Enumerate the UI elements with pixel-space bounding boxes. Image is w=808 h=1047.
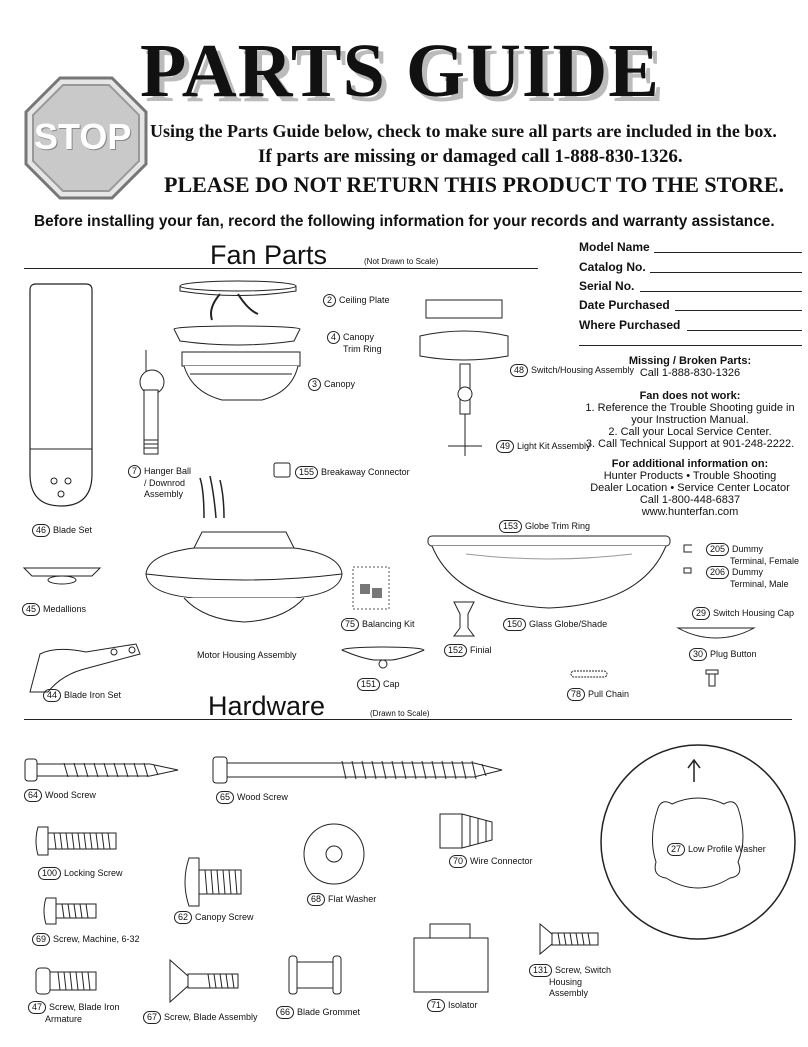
blade-iron-screw-illustration	[34, 966, 98, 996]
pull-chain-illustration	[570, 670, 610, 680]
hardware-71: 71 Isolator	[427, 999, 478, 1012]
add-title: For additional information on:	[611, 458, 769, 470]
canopy-screw-illustration	[181, 856, 243, 908]
part-48: 48 Switch/Housing Assembly	[510, 364, 634, 377]
hardware-27: 27 Low Profile Washer	[667, 843, 766, 856]
switch-housing-screw-illustration	[538, 922, 600, 956]
add-2: Dealer Location • Service Center Locator	[590, 482, 790, 494]
fan-parts-heading: Fan Parts	[210, 240, 328, 270]
finial-illustration	[452, 600, 476, 640]
isolator-illustration	[412, 922, 490, 994]
record-extra-line	[579, 345, 802, 346]
date-purchased-field[interactable]	[675, 310, 802, 311]
plug-button-illustration	[705, 668, 719, 688]
part-155: 155 Breakaway Connector	[295, 466, 410, 479]
model-name-label: Model Name	[579, 240, 650, 254]
add-3: Call 1-800-448-6837	[639, 494, 741, 506]
motor-housing-illustration	[144, 470, 344, 630]
blade-grommet-illustration	[287, 952, 343, 998]
part-49: 49 Light Kit Assembly	[496, 440, 591, 453]
serial-no-label: Serial No.	[579, 279, 635, 293]
dummy-terminal-female-icon	[682, 544, 694, 554]
support-info	[580, 355, 800, 518]
notwork-1b: your Instruction Manual.	[631, 414, 749, 426]
ceiling-plate-illustration	[178, 280, 298, 330]
instruction-line-1: Using the Parts Guide below, check to make sure all parts are included in the box.	[150, 121, 777, 141]
switch-housing-cap-illustration	[676, 624, 756, 640]
where-purchased-label: Where Purchased	[579, 318, 681, 332]
part-153: 153 Globe Trim Ring	[499, 520, 590, 533]
hardware-64: 64 Wood Screw	[24, 789, 96, 802]
fan-parts-note: (Not Drawn to Scale)	[364, 257, 439, 266]
add-4: www.hunterfan.com	[641, 506, 739, 518]
record-instruction: Before installing your fan, record the following information for your records and warranty assistance.	[34, 213, 775, 230]
hardware-69: 69 Screw, Machine, 6-32	[32, 933, 140, 946]
notwork-3: 3. Call Technical Support at 901-248-2222.	[585, 438, 795, 450]
part-75: 75 Balancing Kit	[341, 618, 415, 631]
wood-screw-65-illustration	[212, 755, 504, 785]
hardware-62: 62 Canopy Screw	[174, 911, 254, 924]
fan-parts-divider	[24, 268, 538, 269]
downrod-illustration	[130, 350, 180, 460]
locking-screw-illustration	[34, 825, 118, 857]
add-1: Hunter Products • Trouble Shooting	[603, 470, 777, 482]
hardware-66: 66 Blade Grommet	[276, 1006, 360, 1019]
part-46: 46 Blade Set	[32, 524, 92, 537]
hardware-note: (Drawn to Scale)	[370, 709, 430, 718]
catalog-no-field[interactable]	[650, 272, 802, 273]
wire-connector-illustration	[438, 812, 494, 850]
part-205: 205 Dummy Terminal, Female	[706, 543, 799, 567]
wood-screw-64-illustration	[24, 757, 180, 783]
part-152: 152 Finial	[444, 644, 492, 657]
blade-illustration	[26, 284, 96, 514]
part-150: 150 Glass Globe/Shade	[503, 618, 607, 631]
notwork-2: 2. Call your Local Service Center.	[608, 426, 772, 438]
blade-iron-illustration	[16, 636, 146, 696]
part-2: 2 Ceiling Plate	[323, 294, 390, 307]
hardware-67: 67 Screw, Blade Assembly	[143, 1011, 258, 1024]
canopy-illustration	[182, 352, 302, 406]
balancing-kit-illustration	[352, 566, 392, 612]
hardware-65: 65 Wood Screw	[216, 791, 288, 804]
motor-housing-label: Motor Housing Assembly	[197, 650, 297, 660]
part-3: 3 Canopy	[308, 378, 355, 391]
missing-call: Call 1-888-830-1326	[639, 367, 741, 379]
hardware-heading: Hardware	[208, 691, 326, 721]
where-purchased-field[interactable]	[687, 330, 802, 331]
instruction-line-2: If parts are missing or damaged call 1-888-830-1326.	[258, 146, 683, 167]
serial-no-field[interactable]	[640, 291, 802, 292]
part-78: 78 Pull Chain	[567, 688, 629, 701]
instruction-line-3: PLEASE DO NOT RETURN THIS PRODUCT TO THE STORE.	[164, 172, 785, 197]
hardware-131: 131 Screw, Switch Housing Assembly	[529, 964, 611, 999]
part-45: 45 Medallions	[22, 603, 86, 616]
hardware-70: 70 Wire Connector	[449, 855, 533, 868]
machine-screw-illustration	[42, 896, 98, 926]
part-151: 151 Cap	[357, 678, 400, 691]
date-purchased-label: Date Purchased	[579, 298, 670, 312]
notwork-title: Fan does not work:	[639, 390, 741, 402]
page-title: PARTS GUIDE	[140, 29, 660, 113]
part-29: 29 Switch Housing Cap	[692, 607, 794, 620]
canopy-trim-ring-illustration	[172, 325, 302, 347]
flat-washer-illustration	[302, 822, 366, 886]
hardware-47: 47 Screw, Blade Iron Armature	[28, 1001, 120, 1025]
part-206: 206 Dummy Terminal, Male	[706, 566, 789, 590]
part-30: 30 Plug Button	[689, 648, 757, 661]
catalog-no-label: Catalog No.	[579, 260, 646, 274]
medallion-illustration	[22, 562, 102, 590]
hardware-100: 100 Locking Screw	[38, 867, 123, 880]
part-44: 44 Blade Iron Set	[43, 689, 121, 702]
stop-sign-text: STOP	[34, 116, 132, 157]
hardware-divider	[24, 719, 792, 720]
blade-assembly-screw-illustration	[168, 958, 240, 1004]
cap-illustration	[340, 646, 426, 670]
notwork-1: 1. Reference the Trouble Shooting guide in	[585, 402, 795, 414]
part-4: 4 Canopy Trim Ring	[327, 331, 382, 355]
missing-title: Missing / Broken Parts:	[628, 355, 752, 367]
part-7: 7 Hanger Ball / Downrod Assembly	[128, 465, 191, 500]
hardware-68: 68 Flat Washer	[307, 893, 376, 906]
dummy-terminal-male-icon	[683, 567, 693, 575]
model-name-field[interactable]	[654, 252, 802, 253]
